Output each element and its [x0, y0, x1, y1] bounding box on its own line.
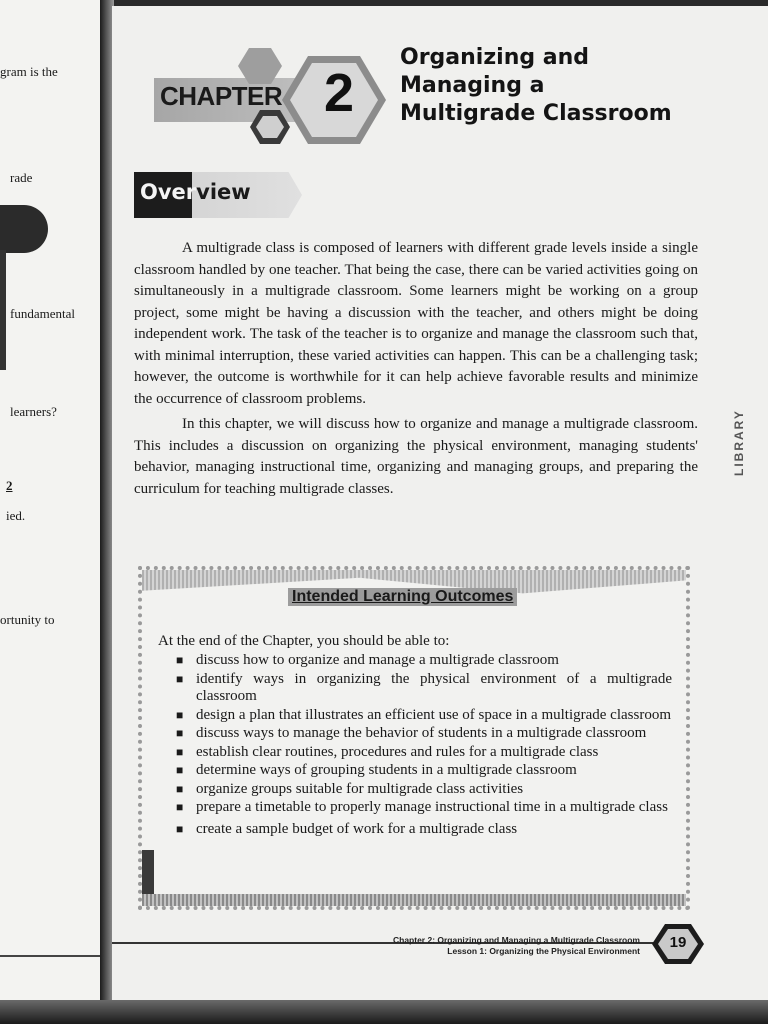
running-footer	[312, 935, 640, 957]
list-item	[176, 821, 672, 839]
book-page	[112, 6, 768, 1006]
bullet-icon: ■	[176, 707, 184, 722]
previous-page-edge	[0, 0, 104, 1000]
list-item-text: determine ways of grouping students in a multigrade classroom	[196, 762, 577, 778]
chapter-title-line: Multigrade Classroom	[400, 101, 672, 126]
page-curl-shadow	[0, 205, 48, 253]
list-item-text: identify ways in organizing the physical environment of a multigrade classroom	[196, 670, 672, 704]
left-page-text: learners?	[10, 404, 57, 419]
bullet-icon: ■	[176, 653, 184, 667]
footer-chapter: Chapter 2: Organizing and Managing a Multigrade Classroom	[392, 935, 640, 945]
left-page-text: 2	[6, 478, 13, 493]
chapter-badge	[154, 46, 388, 146]
bullet-icon: ■	[176, 800, 184, 814]
overview-paragraph: A multigrade class is composed of learners with different grade levels inside a single classroom handled by one teacher. That being the case, there can be varied activities going on simultaneously in a multigrade classroom. Some learners might be working on a group project, some might be having a discussion with the teacher, and others might be doing independent work. The task of the teacher is to organize and manage the classroom such that, with minimal interruption, these varied activities can happen. This can be a challenging task; however, the outcome is worthwhile for it can help achieve favorable results and minimize the occurrence of classroom problems.	[134, 240, 698, 407]
overview-label-rest: view	[196, 180, 251, 204]
list-item-text: create a sample budget of work for a multigrade class	[196, 820, 518, 837]
overview-heading	[134, 172, 302, 218]
list-item	[176, 652, 672, 670]
bullet-icon: ■	[176, 781, 184, 796]
chapter-title-line: Managing a	[400, 73, 545, 98]
list-item-text: discuss how to organize and manage a multigrade classroom	[196, 652, 559, 668]
list-item	[176, 781, 672, 799]
bullet-icon: ■	[176, 726, 184, 740]
left-page-text: rade	[10, 170, 33, 185]
footer-lesson: Lesson 1: Organizing the Physical Environment	[447, 946, 640, 956]
page-curl-shadow	[0, 250, 6, 370]
chapter-label: CHAPTER	[160, 81, 283, 111]
left-page-text: gram is the	[0, 64, 58, 79]
learning-outcomes-box	[138, 566, 690, 910]
left-page-text: ied.	[6, 508, 26, 523]
overview-label	[140, 180, 251, 204]
chapter-title	[400, 44, 720, 128]
chapter-number: 2	[323, 63, 355, 123]
learning-outcomes-title: Intended Learning Outcomes	[288, 588, 517, 606]
library-stamp: LIBRARY	[732, 409, 746, 476]
list-item	[176, 725, 672, 743]
list-item-text: establish clear routines, procedures and rules for a multigrade class	[196, 743, 599, 760]
list-item	[176, 671, 672, 706]
left-page-text: ortunity to	[0, 612, 55, 627]
page-number: 19	[669, 934, 687, 951]
learning-outcomes-list	[176, 652, 672, 839]
overview-paragraph: In this chapter, we will discuss how to organize and manage a multigrade classroom. This includes a discussion on organizing the physical environment, managing students' behavior, managing instructional time, organizing and managing groups, and preparing the curriculum for teaching multigrade classes.	[134, 416, 698, 497]
list-item	[176, 799, 672, 817]
book-edge-shadow	[0, 1000, 768, 1024]
decorative-border	[142, 894, 686, 906]
list-item-text: organize groups suitable for multigrade class activities	[196, 780, 524, 797]
list-item	[176, 744, 672, 762]
bullet-icon: ■	[176, 671, 184, 686]
left-page-footer-rule	[0, 955, 104, 957]
bullet-icon: ■	[176, 821, 184, 836]
list-item-text: design a plan that illustrates an efficient use of space in a multigrade classroom	[196, 706, 671, 723]
left-page-text: fundamental	[10, 306, 75, 321]
chapter-title-line: Organizing and	[400, 45, 590, 70]
list-item-text: prepare a timetable to properly manage instructional time in a multigrade class	[196, 799, 668, 815]
bullet-icon: ■	[176, 744, 184, 759]
overview-body	[134, 238, 698, 504]
list-item-text: discuss ways to manage the behavior of students in a multigrade classroom	[196, 725, 647, 741]
list-item	[176, 707, 672, 725]
list-item	[176, 762, 672, 780]
learning-outcomes-intro: At the end of the Chapter, you should be able to:	[158, 633, 450, 649]
overview-label-dark: Over	[140, 180, 197, 204]
bullet-icon: ■	[176, 763, 184, 777]
